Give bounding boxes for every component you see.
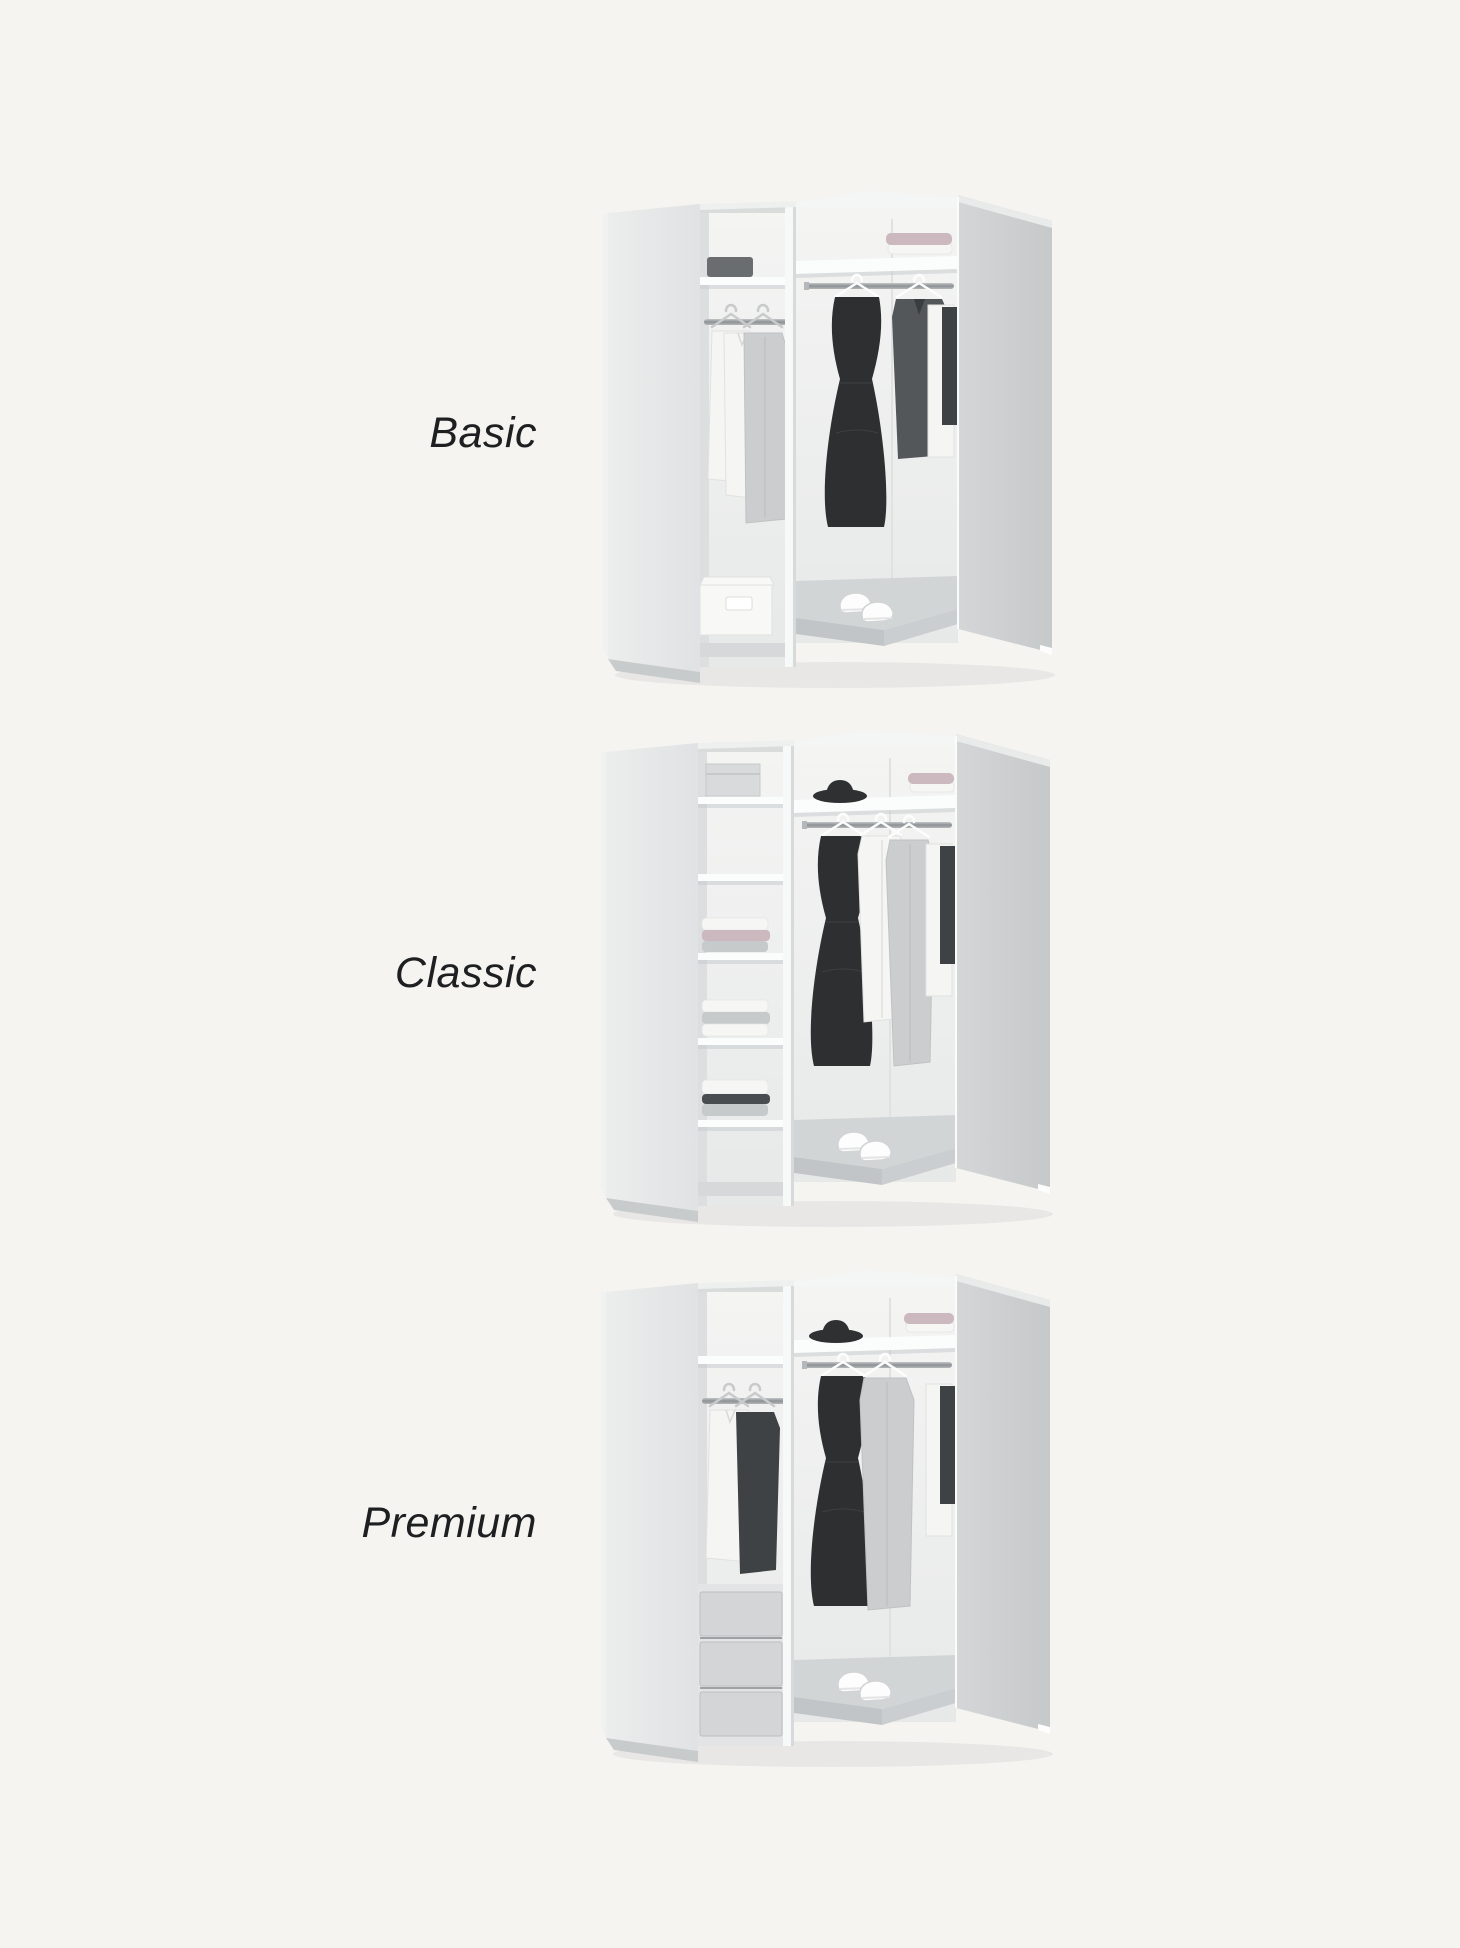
dark-shirt: [736, 1384, 780, 1574]
right-hanging-clothes: [928, 305, 958, 457]
corner-wardrobe-basic-image: [600, 183, 1070, 693]
folded-stack-2: [702, 1000, 770, 1036]
folded-sweater-stack: [904, 1313, 954, 1332]
left-side-panel: [606, 1283, 698, 1751]
folded-sweater-stack: [908, 773, 954, 792]
left-side-panel: [606, 743, 698, 1211]
variant-label-classic: Classic: [394, 949, 537, 997]
left-cabinet: [694, 1284, 791, 1746]
left-cabinet: [698, 744, 791, 1206]
corner-rail: [804, 283, 954, 289]
corner-section: [794, 730, 956, 1185]
grey-coat: [744, 305, 788, 523]
left-side-panel: [608, 204, 700, 672]
right-hanging-clothes: [926, 1384, 956, 1536]
left-cabinet: [700, 205, 793, 667]
corner-wardrobe-classic-image: [598, 722, 1068, 1232]
corner-wardrobe-premium-image: [598, 1262, 1068, 1772]
variant-label-basic: Basic: [429, 409, 537, 457]
right-side-panel: [956, 1274, 1050, 1734]
corner-section: [796, 191, 958, 646]
right-side-panel: [956, 734, 1050, 1194]
grey-box: [706, 764, 760, 796]
variant-label-premium: Premium: [361, 1499, 537, 1547]
left-top-shelf: [700, 277, 788, 285]
right-side-panel: [958, 195, 1052, 655]
corner-wardrobe-premium-illustration: [598, 1262, 1068, 1772]
left-top-shelf: [698, 1356, 786, 1364]
storage-box: [700, 577, 774, 635]
corner-section: [794, 1270, 956, 1725]
corner-wardrobe-basic-illustration: [600, 183, 1070, 693]
corner-wardrobe-classic-illustration: [598, 722, 1068, 1232]
folded-stack-3: [702, 1080, 770, 1116]
drawer-stack: [694, 1584, 790, 1746]
grey-coat: [860, 1354, 914, 1610]
folded-sweater-stack: [886, 233, 952, 254]
folded-stack-1: [702, 918, 770, 952]
right-hanging-clothes: [926, 844, 956, 996]
folded-dark-item: [707, 257, 753, 277]
